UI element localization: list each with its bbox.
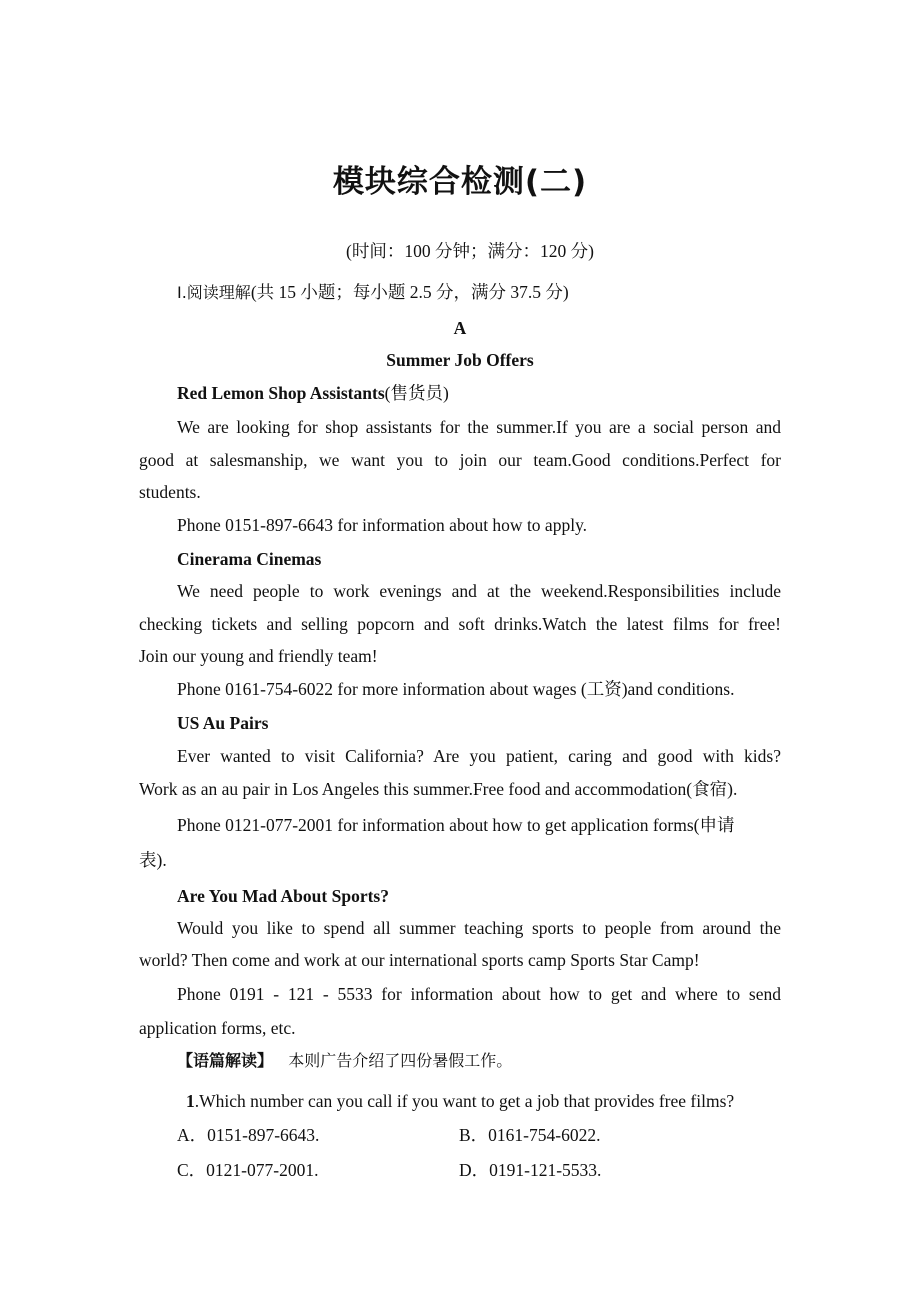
option-a: A．0151‐897‐6643.	[177, 1125, 320, 1145]
analysis-label: 【语篇解读】	[177, 1051, 274, 1070]
section-heading	[177, 281, 781, 304]
ad-line: Work as an au pair in Los Angeles this summer.Free food and accommodation(食宿).	[139, 779, 738, 799]
ad-name: Red Lemon Shop Assistants	[177, 383, 385, 403]
section-title: Ⅰ.阅读理解	[177, 283, 251, 302]
ad-name-note: (售货员)	[384, 383, 449, 403]
ad-line: Would you like to spend all summer teaching sports to people from around the	[177, 918, 781, 938]
ad-line: good at salesmanship, we want you to join our team.Good conditions.Perfect for	[139, 450, 781, 470]
ad-phone: Phone 0161‐754‐6022 for more information about wages (工资)and conditions.	[177, 679, 735, 699]
ad-name: Are You Mad About Sports?	[177, 886, 389, 906]
ad-line: We need people to work evenings and at the weekend.Responsibilities include	[177, 581, 781, 601]
ad-line: Join our young and friendly team!	[139, 646, 378, 666]
section-scoring: (共 15 小题；每小题 2.5 分，满分 37.5 分)	[250, 282, 569, 302]
ad-line: checking tickets and selling popcorn and soft drinks.Watch the latest films for free!	[139, 614, 781, 634]
question-number: 1	[186, 1091, 195, 1111]
ad-name: US Au Pairs	[177, 713, 269, 733]
analysis-text: 本则广告介绍了四份暑假工作。	[288, 1051, 513, 1070]
ad-line: world? Then come and work at our international sports camp Sports Star Camp!	[139, 950, 700, 970]
question	[186, 1090, 734, 1112]
ad-line: We are looking for shop assistants for the summer.If you are a social person and	[177, 417, 781, 437]
ad-phone: Phone 0121‐077‐2001 for information about how to get application forms(申请	[177, 815, 735, 835]
option-d: D．0191-121-5533.	[459, 1160, 602, 1180]
ad-phone-cont: application forms, etc.	[139, 1018, 296, 1038]
exam-info: (时间：100 分钟；满分：120 分)	[346, 241, 594, 261]
option-c: C．0121‐077‐2001.	[177, 1160, 319, 1180]
page-title: 模块综合检测(二)	[332, 164, 588, 200]
ad-phone: Phone 0151‐897‐6643 for information about how to apply.	[177, 515, 588, 535]
ad-phone: Phone 0191 ‐ 121 ‐ 5533 for information about how to get and where to send	[177, 984, 781, 1004]
ad-name: Cinerama Cinemas	[177, 549, 322, 569]
ad-line: Ever wanted to visit California? Are you patient, caring and good with kids?	[177, 746, 781, 766]
passage-letter: A	[453, 318, 467, 338]
ad-phone-cont: 表).	[139, 850, 167, 870]
ad-heading	[177, 382, 781, 404]
question-text: .Which number can you call if you want to get a job that provides free films?	[194, 1091, 735, 1111]
option-b: B．0161-754-6022.	[459, 1125, 601, 1145]
ad-line: students.	[139, 482, 201, 502]
passage-headline: Summer Job Offers	[386, 350, 534, 370]
passage-analysis	[177, 1050, 781, 1072]
